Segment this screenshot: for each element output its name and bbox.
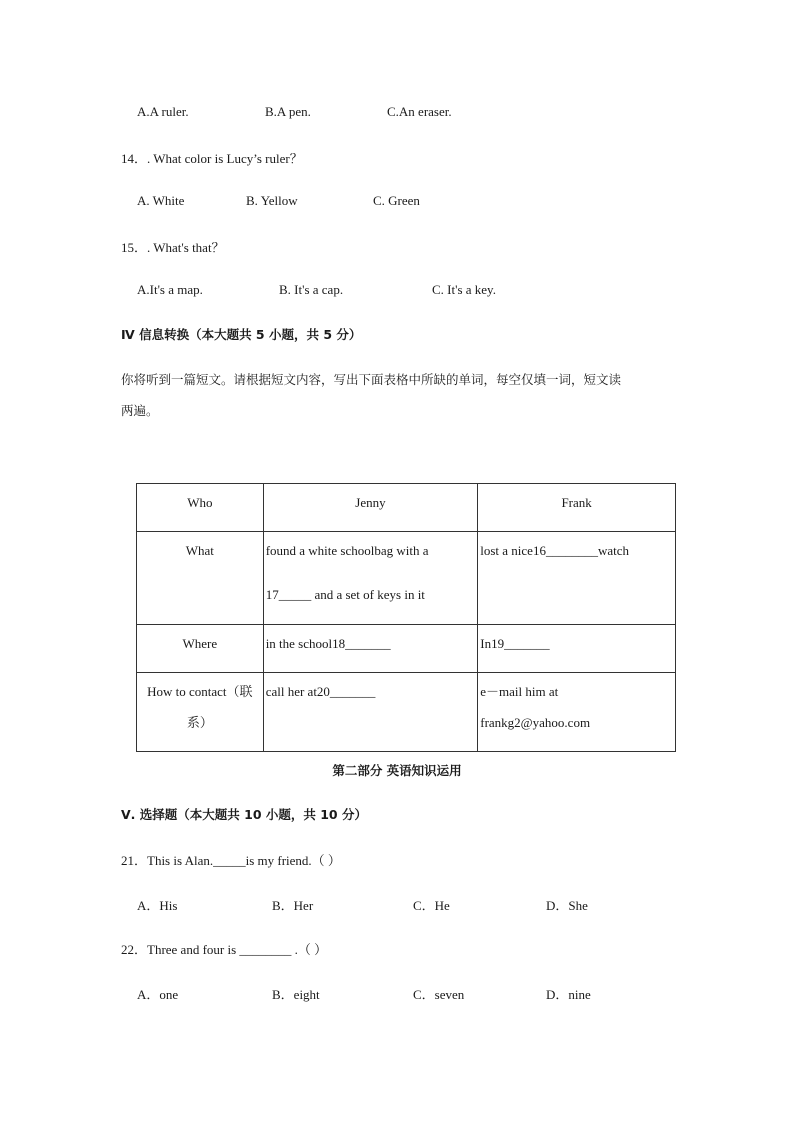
header-jenny: Jenny	[263, 484, 478, 532]
label-where: Where	[137, 625, 264, 673]
jenny-where: in the school18_______	[263, 625, 478, 673]
q15-option-c: C. It's a key.	[432, 282, 496, 297]
q22-option-c: C．seven	[413, 987, 465, 1002]
table-row-contact	[137, 673, 676, 752]
section5-heading: Ⅴ. 选择题（本大题共 10 小题，共 10 分）	[121, 807, 367, 822]
label-what: What	[137, 532, 264, 625]
q21-option-a: A．His	[137, 898, 178, 913]
frank-what: lost a nice16________watch	[478, 532, 676, 625]
q14-option-a: A. White	[137, 193, 185, 208]
q22-option-d: D．nine	[546, 987, 591, 1002]
q21-option-b: B．Her	[272, 898, 314, 913]
section4-instruction-line2: 两遍。	[121, 403, 159, 418]
q21-option-c: C．He	[413, 898, 450, 913]
label-contact-line1: How to contact（联	[147, 684, 253, 699]
frank-contact-line2: frankg2@yahoo.com	[480, 715, 591, 730]
q22-option-b: B．eight	[272, 987, 320, 1002]
jenny-contact: call her at20_______	[263, 673, 478, 752]
label-contact-line2: 系）	[186, 715, 213, 730]
q15-option-a: A.It's a map.	[137, 282, 203, 297]
q14-question: 14．. What color is Lucy’s ruler？	[121, 151, 303, 166]
q22-option-a: A．one	[137, 987, 179, 1002]
info-transfer-table	[136, 483, 676, 752]
section4-heading: Ⅳ 信息转换（本大题共 5 小题，共 5 分）	[121, 327, 362, 342]
table-row-where	[137, 625, 676, 673]
header-frank: Frank	[478, 484, 676, 532]
jenny-what-line2: 17_____ and a set of keys in it	[265, 587, 425, 602]
q13-option-c: C.An eraser.	[387, 104, 452, 119]
section4-instruction-line1: 你将听到一篇短文。请根据短文内容，写出下面表格中所缺的单词，每空仅填一词，短文读	[121, 372, 622, 387]
q13-option-b: B.A pen.	[265, 104, 311, 119]
q22-question: 22．Three and four is ________ .（ ）	[121, 942, 328, 957]
jenny-what	[263, 532, 478, 625]
jenny-what-line1: found a white schoolbag with a	[265, 543, 429, 558]
part2-title: 第二部分 英语知识运用	[332, 763, 462, 778]
q21-option-d: D．She	[546, 898, 588, 913]
label-contact	[137, 673, 264, 752]
q13-option-a: A.A ruler.	[137, 104, 189, 119]
table-header-row	[137, 484, 676, 532]
q15-option-b: B. It's a cap.	[279, 282, 344, 297]
table-row-what	[137, 532, 676, 625]
q14-option-b: B. Yellow	[246, 193, 298, 208]
frank-contact-line1: e－mail him at	[480, 684, 559, 699]
frank-contact	[478, 673, 676, 752]
header-who: Who	[137, 484, 264, 532]
q14-option-c: C. Green	[373, 193, 420, 208]
q15-question: 15．. What's that？	[121, 240, 225, 255]
frank-where: In19_______	[478, 625, 676, 673]
q21-question: 21．This is Alan._____is my friend.（ ）	[121, 853, 341, 868]
